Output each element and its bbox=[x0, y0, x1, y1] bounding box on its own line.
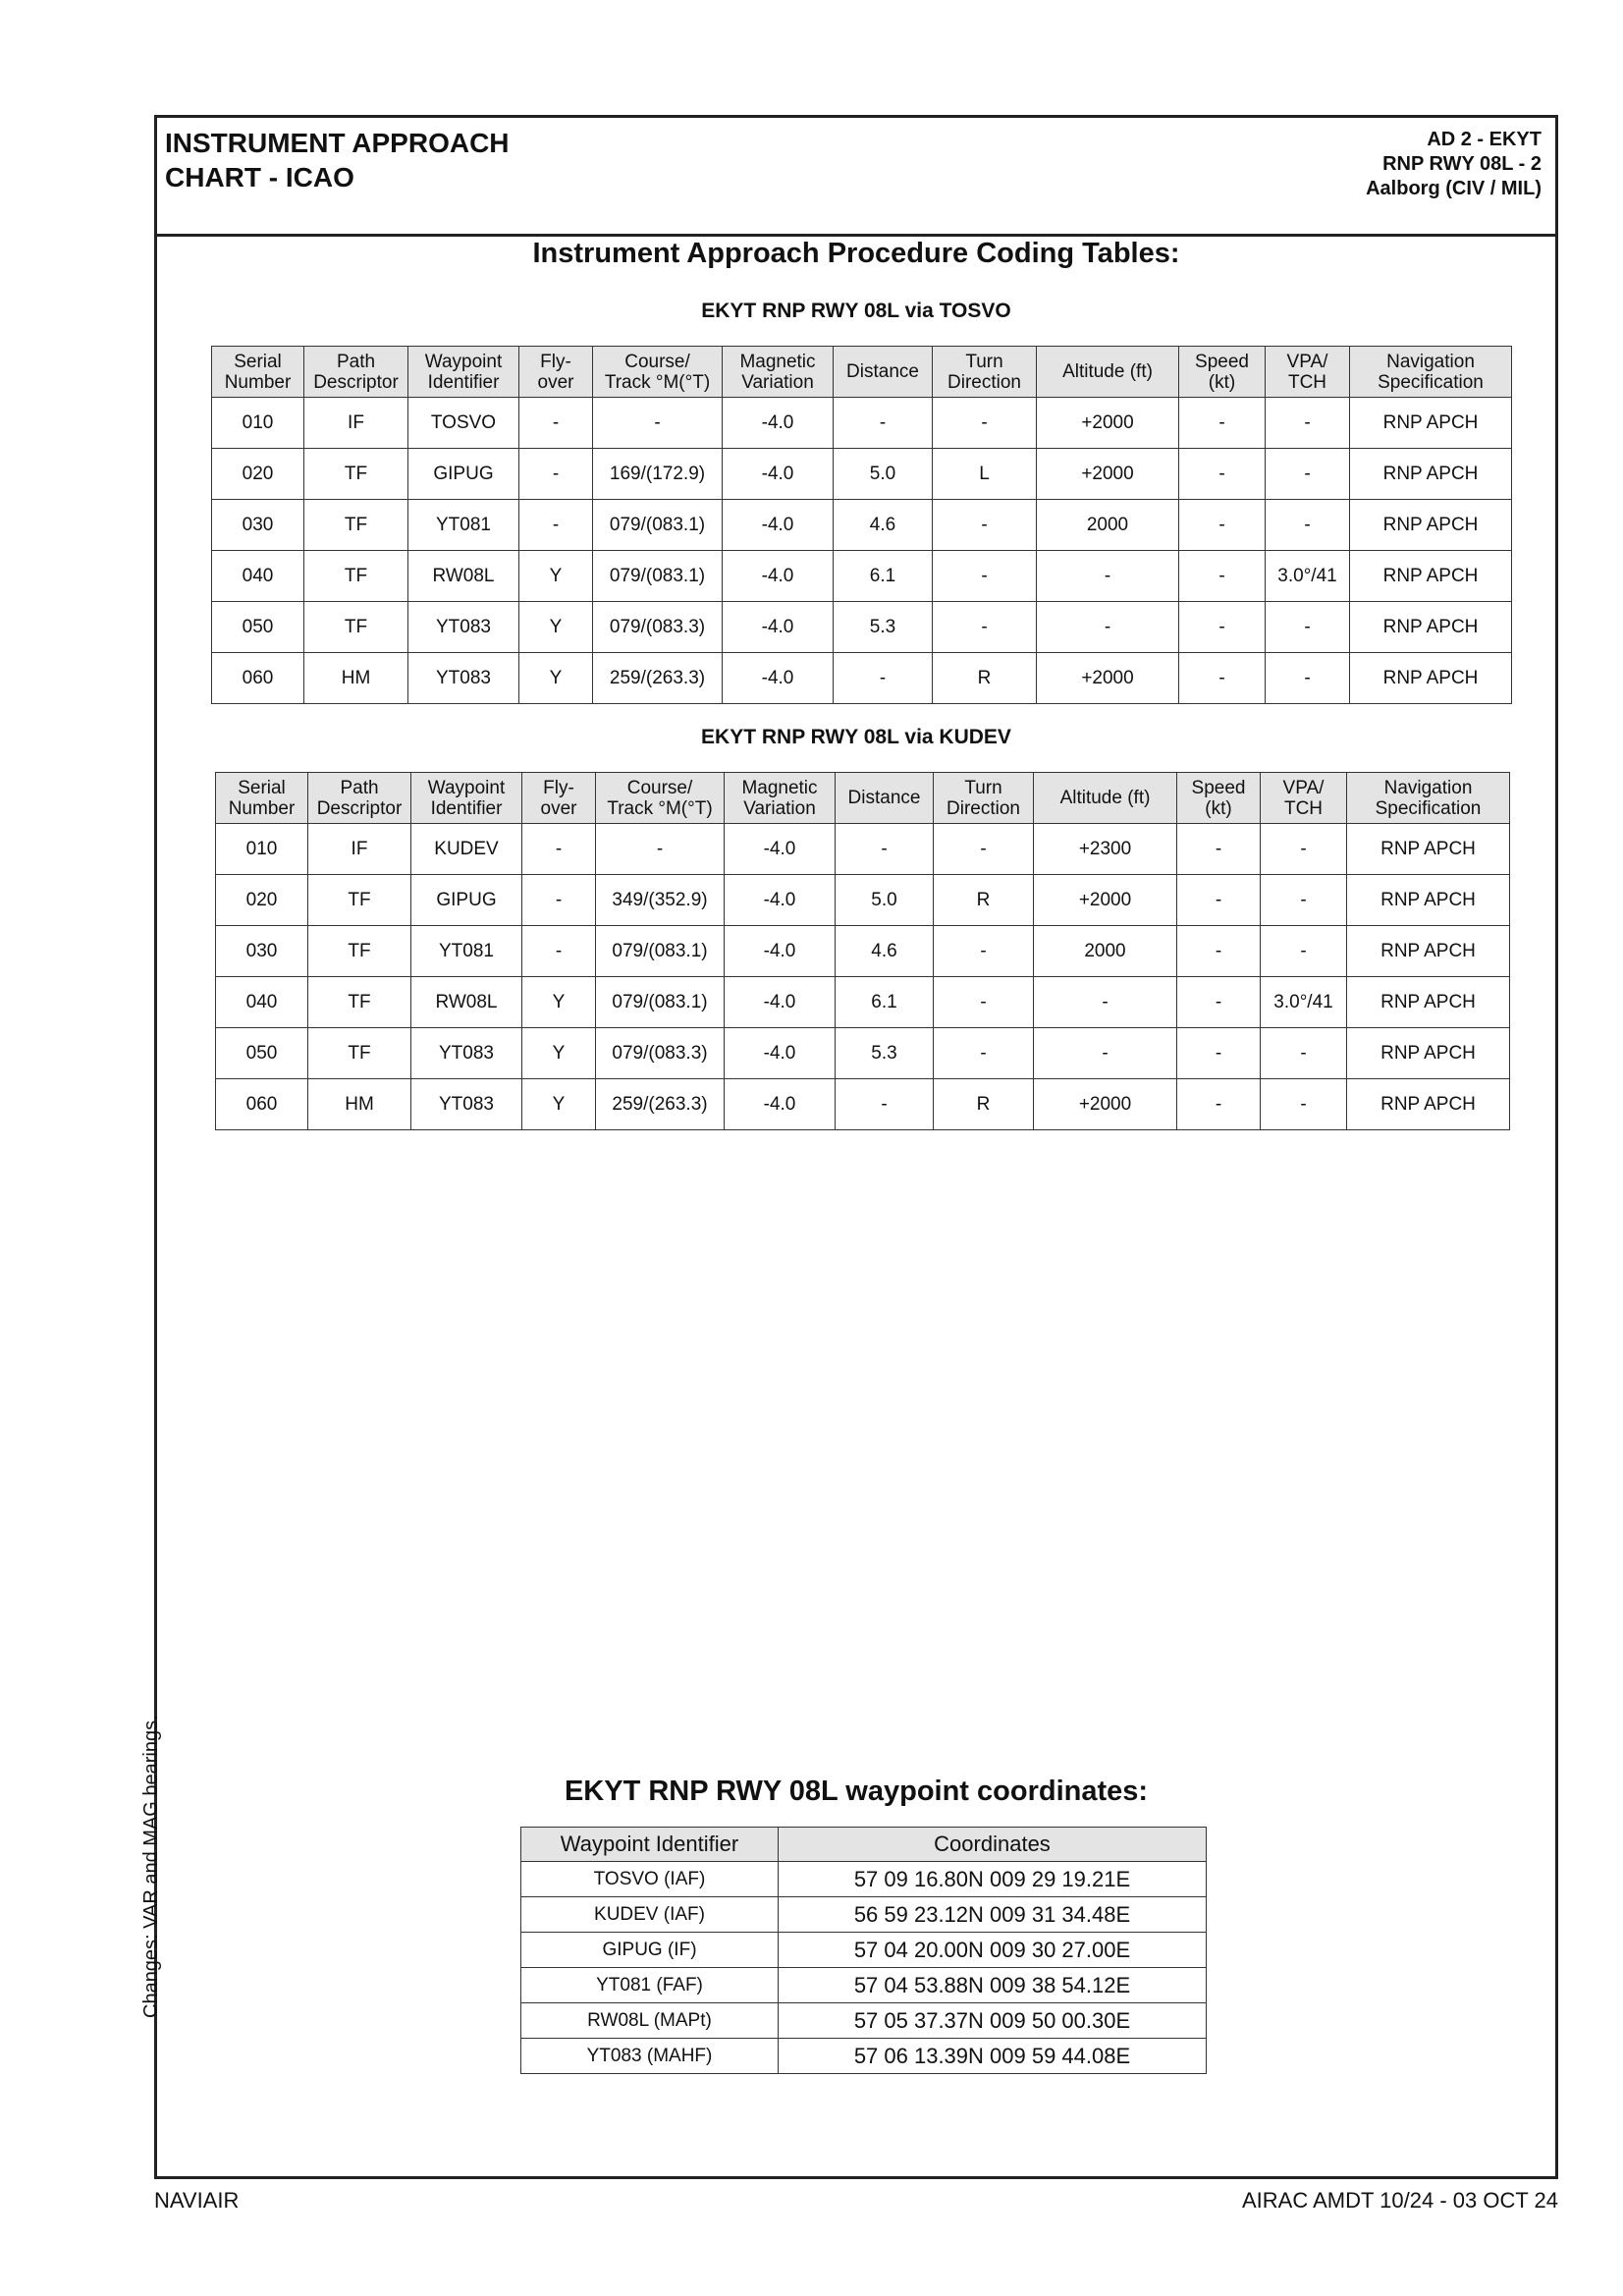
cell-turn: R bbox=[934, 875, 1034, 926]
coordinates-table bbox=[520, 1827, 1207, 2074]
cell-waypoint-identifier: YT083 (MAHF) bbox=[521, 2039, 779, 2074]
col-altitude: Altitude (ft) bbox=[1037, 347, 1179, 398]
cell-turn: - bbox=[934, 926, 1034, 977]
cell-course: - bbox=[596, 824, 725, 875]
cell-course: 079/(083.1) bbox=[593, 551, 723, 602]
cell-path: TF bbox=[308, 977, 411, 1028]
cell-distance: 5.0 bbox=[834, 449, 933, 500]
table-row bbox=[216, 926, 1510, 977]
col-path: Path Descriptor bbox=[304, 347, 408, 398]
chart-title-line1: INSTRUMENT APPROACH bbox=[165, 128, 510, 158]
col-serial: Serial Number bbox=[216, 773, 308, 824]
col-vpa: VPA/ TCH bbox=[1266, 347, 1350, 398]
cell-turn: R bbox=[933, 653, 1037, 704]
cell-waypoint: RW08L bbox=[411, 977, 522, 1028]
cell-speed: - bbox=[1177, 1028, 1261, 1079]
chart-ref-line3: Aalborg (CIV / MIL) bbox=[1366, 178, 1542, 199]
cell-vpa: 3.0°/41 bbox=[1266, 551, 1350, 602]
cell-altitude: - bbox=[1037, 551, 1179, 602]
cell-magvar: -4.0 bbox=[725, 1028, 836, 1079]
coordinates-row bbox=[521, 1933, 1207, 1968]
cell-flyover: Y bbox=[522, 1079, 596, 1130]
cell-flyover: Y bbox=[519, 602, 593, 653]
table-row bbox=[216, 875, 1510, 926]
cell-course: 079/(083.3) bbox=[596, 1028, 725, 1079]
col-altitude: Altitude (ft) bbox=[1034, 773, 1177, 824]
cell-nav: RNP APCH bbox=[1350, 449, 1512, 500]
cell-vpa: - bbox=[1266, 602, 1350, 653]
col-turn: Turn Direction bbox=[934, 773, 1034, 824]
coordinates-title: EKYT RNP RWY 08L waypoint coordinates: bbox=[564, 1776, 1149, 1807]
cell-nav: RNP APCH bbox=[1347, 926, 1510, 977]
cell-altitude: 2000 bbox=[1034, 926, 1177, 977]
cell-serial: 040 bbox=[212, 551, 304, 602]
cell-speed: - bbox=[1179, 500, 1266, 551]
cell-waypoint: YT083 bbox=[411, 1079, 522, 1130]
cell-speed: - bbox=[1177, 824, 1261, 875]
cell-path: HM bbox=[304, 653, 408, 704]
cell-distance: 5.0 bbox=[836, 875, 934, 926]
cell-serial: 050 bbox=[216, 1028, 308, 1079]
coding-table-tosvo bbox=[211, 346, 1512, 704]
cell-speed: - bbox=[1177, 926, 1261, 977]
coordinates-row bbox=[521, 1862, 1207, 1897]
col-nav: Navigation Specification bbox=[1350, 347, 1512, 398]
cell-vpa: - bbox=[1261, 875, 1347, 926]
cell-nav: RNP APCH bbox=[1350, 500, 1512, 551]
page-title: Instrument Approach Procedure Coding Tables: bbox=[532, 238, 1180, 269]
cell-flyover: Y bbox=[519, 551, 593, 602]
cell-serial: 020 bbox=[212, 449, 304, 500]
col-course: Course/ Track °M(°T) bbox=[593, 347, 723, 398]
cell-flyover: - bbox=[522, 926, 596, 977]
cell-waypoint-identifier: RW08L (MAPt) bbox=[521, 2003, 779, 2039]
col-coordinates: Coordinates bbox=[779, 1828, 1207, 1862]
cell-distance: 5.3 bbox=[834, 602, 933, 653]
cell-vpa: - bbox=[1266, 449, 1350, 500]
cell-coordinates: 57 09 16.80N 009 29 19.21E bbox=[779, 1862, 1207, 1897]
cell-magvar: -4.0 bbox=[725, 1079, 836, 1130]
cell-distance: 4.6 bbox=[834, 500, 933, 551]
table-title-kudev: EKYT RNP RWY 08L via KUDEV bbox=[701, 726, 1011, 748]
coordinates-row bbox=[521, 2003, 1207, 2039]
cell-distance: 5.3 bbox=[836, 1028, 934, 1079]
cell-waypoint: RW08L bbox=[408, 551, 519, 602]
cell-serial: 010 bbox=[216, 824, 308, 875]
cell-turn: - bbox=[934, 977, 1034, 1028]
cell-nav: RNP APCH bbox=[1347, 977, 1510, 1028]
cell-speed: - bbox=[1179, 398, 1266, 449]
cell-path: TF bbox=[304, 602, 408, 653]
cell-turn: - bbox=[933, 551, 1037, 602]
cell-waypoint: YT083 bbox=[408, 602, 519, 653]
table-row bbox=[212, 602, 1512, 653]
table-row bbox=[212, 653, 1512, 704]
cell-vpa: - bbox=[1261, 1079, 1347, 1130]
cell-nav: RNP APCH bbox=[1350, 398, 1512, 449]
cell-path: TF bbox=[308, 926, 411, 977]
cell-waypoint: TOSVO bbox=[408, 398, 519, 449]
cell-nav: RNP APCH bbox=[1347, 875, 1510, 926]
cell-vpa: - bbox=[1266, 653, 1350, 704]
cell-serial: 010 bbox=[212, 398, 304, 449]
cell-distance: - bbox=[836, 1079, 934, 1130]
cell-altitude: +2000 bbox=[1037, 653, 1179, 704]
cell-flyover: - bbox=[522, 875, 596, 926]
col-waypoint-identifier: Waypoint Identifier bbox=[521, 1828, 779, 1862]
cell-course: 079/(083.1) bbox=[593, 500, 723, 551]
col-path: Path Descriptor bbox=[308, 773, 411, 824]
cell-flyover: - bbox=[519, 398, 593, 449]
cell-turn: - bbox=[934, 1028, 1034, 1079]
footer-amendment: AIRAC AMDT 10/24 - 03 OCT 24 bbox=[1242, 2188, 1558, 2213]
cell-distance: - bbox=[834, 398, 933, 449]
cell-serial: 060 bbox=[212, 653, 304, 704]
cell-magvar: -4.0 bbox=[723, 551, 834, 602]
cell-course: 349/(352.9) bbox=[596, 875, 725, 926]
cell-nav: RNP APCH bbox=[1347, 1079, 1510, 1130]
table-header-row bbox=[216, 773, 1510, 824]
cell-nav: RNP APCH bbox=[1350, 551, 1512, 602]
cell-speed: - bbox=[1179, 653, 1266, 704]
cell-flyover: Y bbox=[522, 977, 596, 1028]
table-row bbox=[216, 1028, 1510, 1079]
coordinates-row bbox=[521, 1968, 1207, 2003]
cell-speed: - bbox=[1177, 1079, 1261, 1130]
cell-vpa: - bbox=[1266, 500, 1350, 551]
cell-path: HM bbox=[308, 1079, 411, 1130]
cell-path: TF bbox=[308, 1028, 411, 1079]
cell-turn: R bbox=[934, 1079, 1034, 1130]
cell-coordinates: 57 04 20.00N 009 30 27.00E bbox=[779, 1933, 1207, 1968]
cell-altitude: - bbox=[1034, 977, 1177, 1028]
table-row bbox=[216, 824, 1510, 875]
chart-reference bbox=[1366, 128, 1542, 201]
cell-course: - bbox=[593, 398, 723, 449]
header-divider bbox=[157, 234, 1555, 237]
cell-magvar: -4.0 bbox=[723, 653, 834, 704]
col-course: Course/ Track °M(°T) bbox=[596, 773, 725, 824]
cell-waypoint: YT081 bbox=[411, 926, 522, 977]
chart-title-line2: CHART - ICAO bbox=[165, 162, 354, 192]
cell-distance: - bbox=[834, 653, 933, 704]
chart-ref-line2: RNP RWY 08L - 2 bbox=[1382, 153, 1542, 175]
coding-table-kudev bbox=[215, 772, 1510, 1130]
col-waypoint: Waypoint Identifier bbox=[411, 773, 522, 824]
cell-course: 079/(083.3) bbox=[593, 602, 723, 653]
cell-distance: 6.1 bbox=[834, 551, 933, 602]
cell-magvar: -4.0 bbox=[725, 926, 836, 977]
col-magvar: Magnetic Variation bbox=[725, 773, 836, 824]
coordinates-row bbox=[521, 2039, 1207, 2074]
cell-vpa: - bbox=[1266, 398, 1350, 449]
cell-distance: 4.6 bbox=[836, 926, 934, 977]
cell-serial: 020 bbox=[216, 875, 308, 926]
cell-speed: - bbox=[1177, 875, 1261, 926]
coordinates-row bbox=[521, 1897, 1207, 1933]
cell-flyover: - bbox=[519, 449, 593, 500]
cell-vpa: - bbox=[1261, 1028, 1347, 1079]
cell-nav: RNP APCH bbox=[1347, 1028, 1510, 1079]
cell-turn: - bbox=[933, 602, 1037, 653]
col-magvar: Magnetic Variation bbox=[723, 347, 834, 398]
cell-altitude: +2000 bbox=[1037, 398, 1179, 449]
cell-turn: - bbox=[933, 398, 1037, 449]
coordinates-header-row bbox=[521, 1828, 1207, 1862]
cell-waypoint: GIPUG bbox=[411, 875, 522, 926]
col-flyover: Fly- over bbox=[519, 347, 593, 398]
cell-magvar: -4.0 bbox=[723, 500, 834, 551]
cell-waypoint-identifier: TOSVO (IAF) bbox=[521, 1862, 779, 1897]
cell-speed: - bbox=[1179, 602, 1266, 653]
changes-note: Changes: VAR and MAG bearings. bbox=[140, 1715, 162, 2018]
col-distance: Distance bbox=[834, 347, 933, 398]
cell-altitude: +2300 bbox=[1034, 824, 1177, 875]
col-distance: Distance bbox=[836, 773, 934, 824]
cell-path: TF bbox=[304, 449, 408, 500]
cell-altitude: +2000 bbox=[1034, 875, 1177, 926]
cell-path: TF bbox=[304, 551, 408, 602]
cell-turn: - bbox=[934, 824, 1034, 875]
cell-course: 169/(172.9) bbox=[593, 449, 723, 500]
cell-magvar: -4.0 bbox=[723, 398, 834, 449]
cell-coordinates: 57 06 13.39N 009 59 44.08E bbox=[779, 2039, 1207, 2074]
cell-serial: 060 bbox=[216, 1079, 308, 1130]
table-row bbox=[216, 977, 1510, 1028]
table-title-tosvo: EKYT RNP RWY 08L via TOSVO bbox=[701, 300, 1011, 322]
table-row bbox=[212, 500, 1512, 551]
cell-waypoint-identifier: KUDEV (IAF) bbox=[521, 1897, 779, 1933]
col-vpa: VPA/ TCH bbox=[1261, 773, 1347, 824]
cell-waypoint-identifier: GIPUG (IF) bbox=[521, 1933, 779, 1968]
table-row bbox=[212, 398, 1512, 449]
cell-turn: L bbox=[933, 449, 1037, 500]
cell-path: IF bbox=[308, 824, 411, 875]
cell-serial: 030 bbox=[216, 926, 308, 977]
cell-flyover: - bbox=[522, 824, 596, 875]
cell-magvar: -4.0 bbox=[723, 449, 834, 500]
cell-coordinates: 56 59 23.12N 009 31 34.48E bbox=[779, 1897, 1207, 1933]
cell-flyover: Y bbox=[519, 653, 593, 704]
col-nav: Navigation Specification bbox=[1347, 773, 1510, 824]
cell-nav: RNP APCH bbox=[1350, 653, 1512, 704]
cell-waypoint: YT083 bbox=[408, 653, 519, 704]
cell-speed: - bbox=[1177, 977, 1261, 1028]
table-row bbox=[216, 1079, 1510, 1130]
cell-magvar: -4.0 bbox=[725, 824, 836, 875]
table-row bbox=[212, 551, 1512, 602]
cell-course: 079/(083.1) bbox=[596, 926, 725, 977]
col-flyover: Fly- over bbox=[522, 773, 596, 824]
footer-publisher: NAVIAIR bbox=[154, 2188, 240, 2213]
cell-waypoint: YT081 bbox=[408, 500, 519, 551]
cell-waypoint: GIPUG bbox=[408, 449, 519, 500]
col-waypoint: Waypoint Identifier bbox=[408, 347, 519, 398]
cell-altitude: +2000 bbox=[1034, 1079, 1177, 1130]
cell-turn: - bbox=[933, 500, 1037, 551]
cell-distance: - bbox=[836, 824, 934, 875]
cell-altitude: 2000 bbox=[1037, 500, 1179, 551]
cell-course: 259/(263.3) bbox=[596, 1079, 725, 1130]
table-header-row bbox=[212, 347, 1512, 398]
chart-ref-line1: AD 2 - EKYT bbox=[1427, 129, 1542, 150]
cell-nav: RNP APCH bbox=[1350, 602, 1512, 653]
cell-course: 259/(263.3) bbox=[593, 653, 723, 704]
cell-magvar: -4.0 bbox=[725, 977, 836, 1028]
cell-serial: 040 bbox=[216, 977, 308, 1028]
cell-flyover: Y bbox=[522, 1028, 596, 1079]
cell-vpa: 3.0°/41 bbox=[1261, 977, 1347, 1028]
cell-magvar: -4.0 bbox=[723, 602, 834, 653]
cell-path: TF bbox=[304, 500, 408, 551]
cell-course: 079/(083.1) bbox=[596, 977, 725, 1028]
chart-frame bbox=[154, 115, 1558, 2179]
cell-path: IF bbox=[304, 398, 408, 449]
cell-coordinates: 57 04 53.88N 009 38 54.12E bbox=[779, 1968, 1207, 2003]
cell-distance: 6.1 bbox=[836, 977, 934, 1028]
col-turn: Turn Direction bbox=[933, 347, 1037, 398]
cell-flyover: - bbox=[519, 500, 593, 551]
cell-altitude: +2000 bbox=[1037, 449, 1179, 500]
cell-waypoint: YT083 bbox=[411, 1028, 522, 1079]
cell-altitude: - bbox=[1034, 1028, 1177, 1079]
col-speed: Speed (kt) bbox=[1179, 347, 1266, 398]
cell-vpa: - bbox=[1261, 926, 1347, 977]
cell-nav: RNP APCH bbox=[1347, 824, 1510, 875]
cell-coordinates: 57 05 37.37N 009 50 00.30E bbox=[779, 2003, 1207, 2039]
cell-speed: - bbox=[1179, 449, 1266, 500]
col-serial: Serial Number bbox=[212, 347, 304, 398]
col-speed: Speed (kt) bbox=[1177, 773, 1261, 824]
cell-waypoint-identifier: YT081 (FAF) bbox=[521, 1968, 779, 2003]
cell-speed: - bbox=[1179, 551, 1266, 602]
cell-vpa: - bbox=[1261, 824, 1347, 875]
cell-altitude: - bbox=[1037, 602, 1179, 653]
chart-title bbox=[165, 126, 510, 194]
cell-path: TF bbox=[308, 875, 411, 926]
cell-magvar: -4.0 bbox=[725, 875, 836, 926]
table-row bbox=[212, 449, 1512, 500]
cell-serial: 050 bbox=[212, 602, 304, 653]
cell-serial: 030 bbox=[212, 500, 304, 551]
cell-waypoint: KUDEV bbox=[411, 824, 522, 875]
